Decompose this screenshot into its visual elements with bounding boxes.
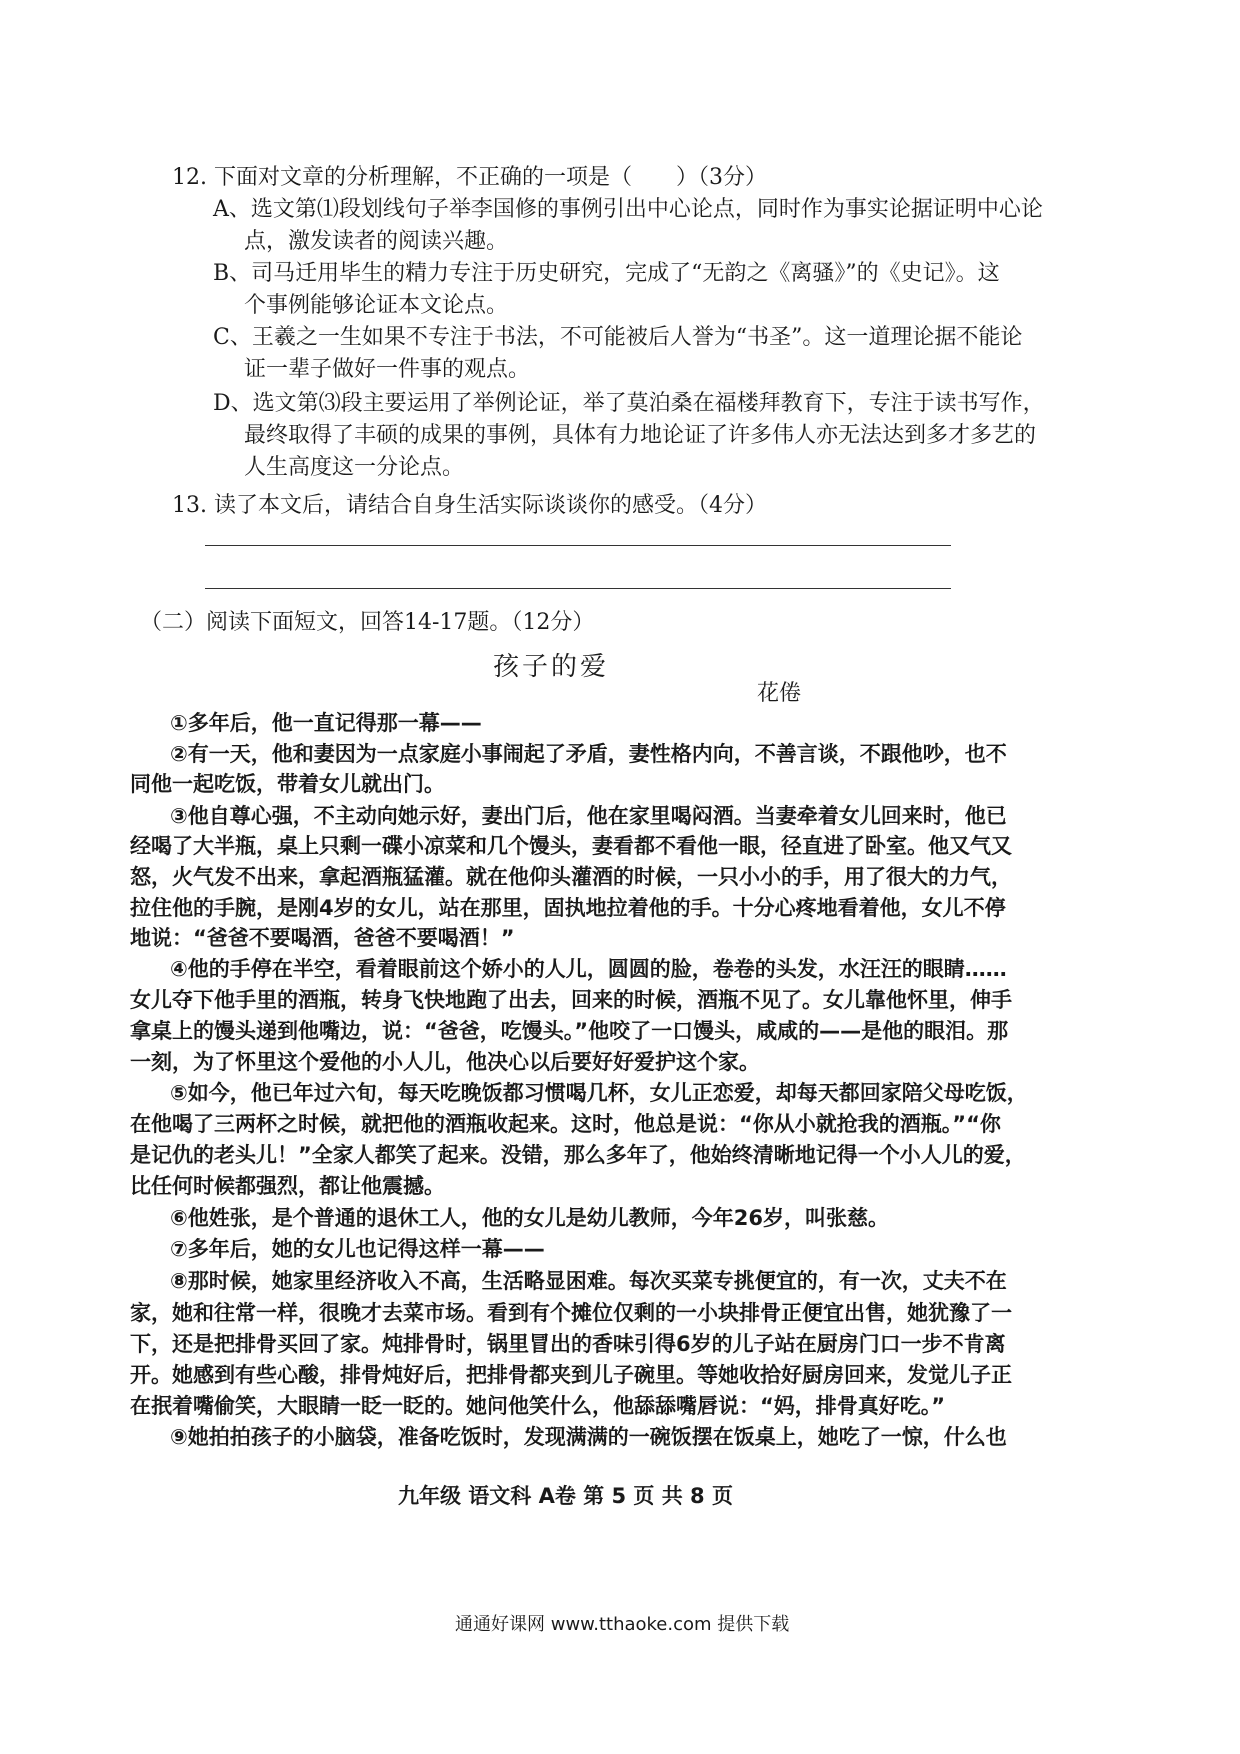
passage-line: 拉住他的手腕，是刚4岁的女儿，站在那里，固执地拉着他的手。十分心疼地看着他，女儿不停 <box>130 896 1006 920</box>
q12-option-d-line2: 最终取得了丰硕的成果的事例，具体有力地论证了许多伟人亦无法达到多才多艺的 <box>244 423 1037 448</box>
passage-author: 花倦 <box>757 681 802 706</box>
passage-line: ⑦多年后，她的女儿也记得这样一幕—— <box>170 1237 545 1261</box>
passage-line: 比任何时候都强烈，都让他震撼。 <box>130 1174 445 1198</box>
q12-option-c-line2: 证一辈子做好一件事的观点。 <box>244 357 531 382</box>
passage-line: 在他喝了三两杯之时候，就把他的酒瓶收起来。这时，他总是说：“你从小就抢我的酒瓶。”“你 <box>130 1112 1001 1136</box>
q12-option-a-line1: A、选文第⑴段划线句子举李国修的事例引出中心论点，同时作为事实论据证明中心论 <box>213 197 1043 222</box>
passage-line: 在抿着嘴偷笑，大眼睛一眨一眨的。她问他笑什么，他舔舔嘴唇说：“妈，排骨真好吃。” <box>130 1394 946 1418</box>
q12-option-b-line1: B、司马迁用毕生的精力专注于历史研究，完成了“无韵之《离骚》”的《史记》。这 <box>213 261 1000 286</box>
section2-header: （二）阅读下面短文，回答14-17题。（12分） <box>140 610 595 635</box>
passage-line: 经喝了大半瓶，桌上只剩一碟小凉菜和几个馒头，妻看都不看他一眼，径直进了卧室。他又气又 <box>130 834 1012 858</box>
passage-line: 拿桌上的馒头递到他嘴边，说：“爸爸，吃馒头。”他咬了一口馒头，咸咸的——是他的眼泪。那 <box>130 1019 1009 1043</box>
passage-line: 下，还是把排骨买回了家。炖排骨时，锅里冒出的香味引得6岁的儿子站在厨房门口一步不肯离 <box>130 1332 1006 1356</box>
passage-line: 开。她感到有些心酸，排骨炖好后，把排骨都夹到儿子碗里。等她收拾好厨房回来，发觉儿子正 <box>130 1363 1012 1387</box>
passage-line: 同他一起吃饭，带着女儿就出门。 <box>130 772 445 796</box>
passage-line: 家，她和往常一样，很晚才去菜市场。看到有个摊位仅剩的一小块排骨正便宜出售，她犹豫了一 <box>130 1301 1012 1325</box>
passage-line: ⑨她拍拍孩子的小脑袋，准备吃饭时，发现满满的一碗饭摆在饭桌上，她吃了一惊，什么也 <box>170 1425 1007 1449</box>
passage-line: ⑥他姓张，是个普通的退休工人，他的女儿是幼儿教师，今年26岁，叫张慈。 <box>170 1206 890 1230</box>
q12-option-d-line3: 人生高度这一分论点。 <box>244 455 465 480</box>
passage-line: ④他的手停在半空，看着眼前这个娇小的人儿，圆圆的脸，卷卷的头发，水汪汪的眼睛…… <box>170 957 1007 981</box>
q12-option-d-line1: D、选文第⑶段主要运用了举例论证，举了莫泊桑在福楼拜教育下，专注于读书写作， <box>213 391 1045 416</box>
page-footer: 九年级 语文科 A卷 第 5 页 共 8 页 <box>398 1484 733 1508</box>
q12-stem: 12. 下面对文章的分析理解，不正确的一项是（ ）（3分） <box>172 165 767 190</box>
q13-stem: 13. 读了本文后，请结合自身生活实际谈谈你的感受。（4分） <box>172 493 767 518</box>
answer-line-2[interactable] <box>205 588 951 589</box>
passage-line: ⑤如今，他已年过六旬，每天吃晚饭都习惯喝几杯，女儿正恋爱，却每天都回家陪父母吃饭， <box>170 1081 1028 1105</box>
q12-option-b-line2: 个事例能够论证本文论点。 <box>244 293 509 318</box>
passage-line: ①多年后，他一直记得那一幕—— <box>170 711 482 735</box>
passage-line: 女儿夺下他手里的酒瓶，转身飞快地跑了出去，回来的时候，酒瓶不见了。女儿靠他怀里，伸手 <box>130 988 1012 1012</box>
passage-line: ⑧那时候，她家里经济收入不高，生活略显困难。每次买菜专挑便宜的，有一次，丈夫不在 <box>170 1269 1007 1293</box>
q12-option-a-line2: 点，激发读者的阅读兴趣。 <box>244 229 509 254</box>
passage-line: ③他自尊心强，不主动向她示好，妻出门后，他在家里喝闷酒。当妻牵着女儿回来时，他已 <box>170 804 1007 828</box>
answer-line-1[interactable] <box>205 545 951 546</box>
passage-line: 地说：“爸爸不要喝酒，爸爸不要喝酒！” <box>130 926 515 950</box>
download-credit: 通通好课网 www.tthaoke.com 提供下载 <box>455 1614 790 1635</box>
q12-option-c-line1: C、王羲之一生如果不专注于书法，不可能被后人誉为“书圣”。这一道理论据不能论 <box>213 325 1023 350</box>
passage-line: ②有一天，他和妻因为一点家庭小事闹起了矛盾，妻性格内向，不善言谈，不跟他吵，也不 <box>170 742 1007 766</box>
passage-line: 怒，火气发不出来，拿起酒瓶猛灌。就在他仰头灌酒的时候，一只小小的手，用了很大的力气， <box>130 865 1012 889</box>
passage-line: 一刻，为了怀里这个爱他的小人儿，他决心以后要好好爱护这个家。 <box>130 1050 760 1074</box>
passage-line: 是记仇的老头儿！”全家人都笑了起来。没错，那么多年了，他始终清晰地记得一个小人儿的爱， <box>130 1143 1026 1167</box>
passage-title: 孩子的爱 <box>493 652 610 682</box>
